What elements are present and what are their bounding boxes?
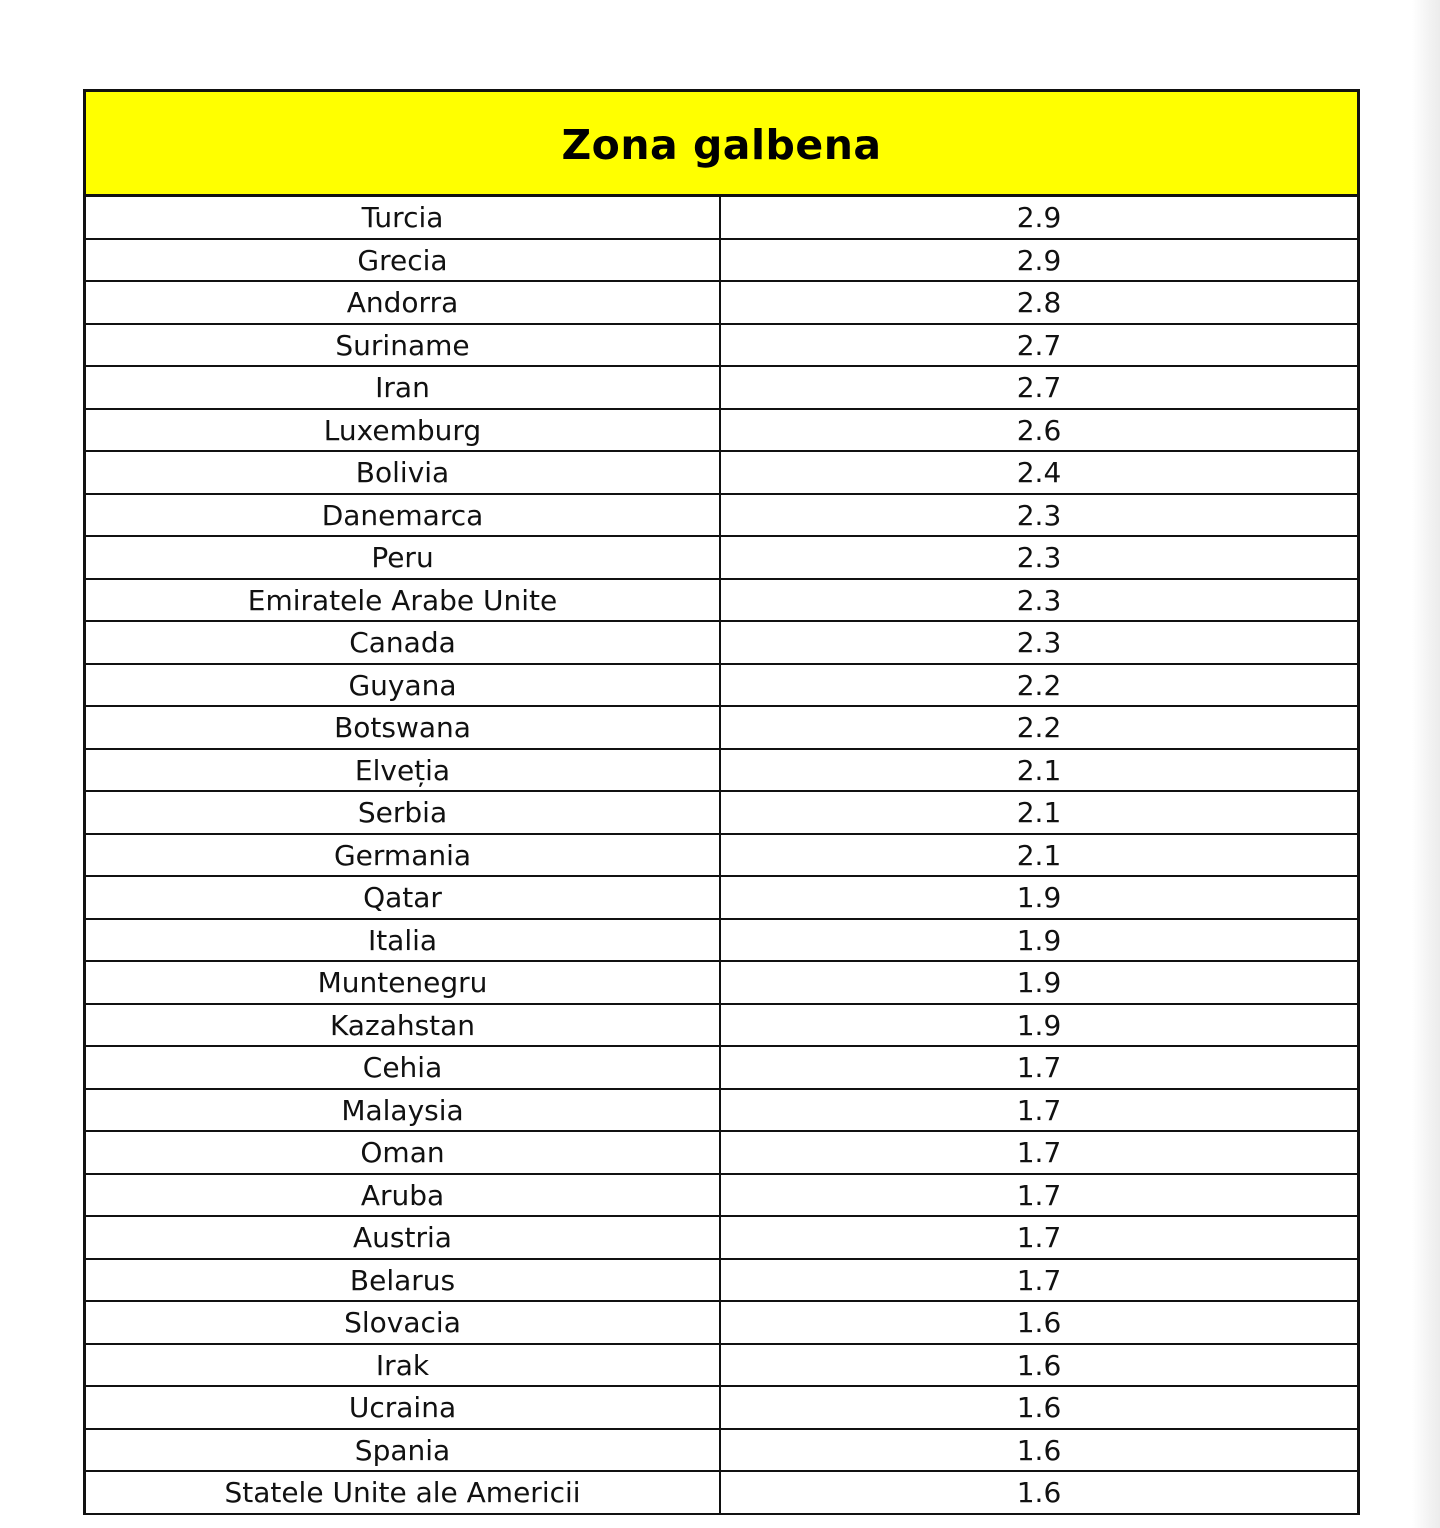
- table-header: [86, 92, 1357, 197]
- value-cell: 1.7: [1016, 1221, 1062, 1255]
- value-cell: 1.6: [1016, 1306, 1062, 1340]
- table-row: [86, 1217, 1357, 1260]
- value-cell: 1.9: [1016, 923, 1062, 957]
- country-cell: Iran: [86, 367, 721, 408]
- value-cell: 2.9: [1016, 243, 1062, 277]
- table-row: [86, 792, 1357, 835]
- country-cell: Irak: [86, 1345, 721, 1386]
- table-row: [86, 325, 1357, 368]
- country-cell: Peru: [86, 537, 721, 578]
- country-cell: Malaysia: [86, 1090, 721, 1131]
- table-row: [86, 750, 1357, 793]
- country-cell: Luxemburg: [86, 410, 721, 451]
- table-body: [86, 197, 1357, 1515]
- table-row: [86, 920, 1357, 963]
- country-cell: Austria: [86, 1217, 721, 1258]
- table-row: [86, 1345, 1357, 1388]
- value-cell: 1.6: [1016, 1348, 1062, 1382]
- country-cell: Belarus: [86, 1260, 721, 1301]
- country-cell: Danemarca: [86, 495, 721, 536]
- country-cell: Grecia: [86, 240, 721, 281]
- table-row: [86, 1175, 1357, 1218]
- value-cell: 1.7: [1016, 1051, 1062, 1085]
- table-row: [86, 537, 1357, 580]
- value-cell: 2.3: [1016, 498, 1062, 532]
- table-row: [86, 197, 1357, 240]
- table-row: [86, 1047, 1357, 1090]
- country-cell: Italia: [86, 920, 721, 961]
- value-cell: 1.7: [1016, 1093, 1062, 1127]
- country-cell: Canada: [86, 622, 721, 663]
- table-row: [86, 410, 1357, 453]
- table-row: [86, 1005, 1357, 1048]
- table-row: [86, 282, 1357, 325]
- country-cell: Spania: [86, 1430, 721, 1471]
- table-row: [86, 622, 1357, 665]
- table-row: [86, 1260, 1357, 1303]
- table-row: [86, 495, 1357, 538]
- value-cell: 2.9: [1016, 201, 1062, 235]
- page-edge-shadow: [1412, 0, 1440, 1528]
- value-cell: 2.3: [1016, 541, 1062, 575]
- value-cell: 2.4: [1016, 456, 1062, 490]
- value-cell: 1.9: [1016, 1008, 1062, 1042]
- country-cell: Turcia: [86, 197, 721, 238]
- value-cell: 1.7: [1016, 1178, 1062, 1212]
- value-cell: 1.6: [1016, 1391, 1062, 1425]
- value-cell: 2.7: [1016, 328, 1062, 362]
- value-cell: 1.9: [1016, 966, 1062, 1000]
- value-cell: 2.7: [1016, 371, 1062, 405]
- table-row: [86, 1090, 1357, 1133]
- country-cell: Kazahstan: [86, 1005, 721, 1046]
- table-row: [86, 1430, 1357, 1473]
- country-cell: Slovacia: [86, 1302, 721, 1343]
- country-cell: Statele Unite ale Americii: [86, 1472, 721, 1513]
- table-row: [86, 1132, 1357, 1175]
- country-cell: Andorra: [86, 282, 721, 323]
- value-cell: 1.6: [1016, 1476, 1062, 1510]
- country-cell: Muntenegru: [86, 962, 721, 1003]
- country-cell: Aruba: [86, 1175, 721, 1216]
- country-cell: Qatar: [86, 877, 721, 918]
- table-row: [86, 665, 1357, 708]
- country-cell: Guyana: [86, 665, 721, 706]
- value-cell: 1.7: [1016, 1263, 1062, 1297]
- value-cell: 2.2: [1016, 711, 1062, 745]
- table-row: [86, 240, 1357, 283]
- value-cell: 2.8: [1016, 286, 1062, 320]
- table-row: [86, 707, 1357, 750]
- country-cell: Suriname: [86, 325, 721, 366]
- table-title: Zona galbena: [561, 121, 882, 169]
- value-cell: 1.7: [1016, 1136, 1062, 1170]
- table-row: [86, 1302, 1357, 1345]
- country-cell: Serbia: [86, 792, 721, 833]
- country-cell: Botswana: [86, 707, 721, 748]
- value-cell: 2.1: [1016, 796, 1062, 830]
- table-row: [86, 452, 1357, 495]
- value-cell: 2.3: [1016, 626, 1062, 660]
- value-cell: 2.3: [1016, 583, 1062, 617]
- country-cell: Bolivia: [86, 452, 721, 493]
- country-cell: Emiratele Arabe Unite: [86, 580, 721, 621]
- table-row: [86, 367, 1357, 410]
- value-cell: 2.6: [1016, 413, 1062, 447]
- value-cell: 1.9: [1016, 881, 1062, 915]
- country-cell: Germania: [86, 835, 721, 876]
- table-row: [86, 835, 1357, 878]
- table-row: [86, 962, 1357, 1005]
- table-row: [86, 877, 1357, 920]
- table-row: [86, 580, 1357, 623]
- country-cell: Cehia: [86, 1047, 721, 1088]
- country-cell: Elveția: [86, 750, 721, 791]
- value-cell: 1.6: [1016, 1433, 1062, 1467]
- value-cell: 2.2: [1016, 668, 1062, 702]
- country-cell: Oman: [86, 1132, 721, 1173]
- value-cell: 2.1: [1016, 753, 1062, 787]
- value-cell: 2.1: [1016, 838, 1062, 872]
- table-row: [86, 1387, 1357, 1430]
- table-row: [86, 1472, 1357, 1515]
- country-cell: Ucraina: [86, 1387, 721, 1428]
- yellow-zone-table: [83, 89, 1360, 1515]
